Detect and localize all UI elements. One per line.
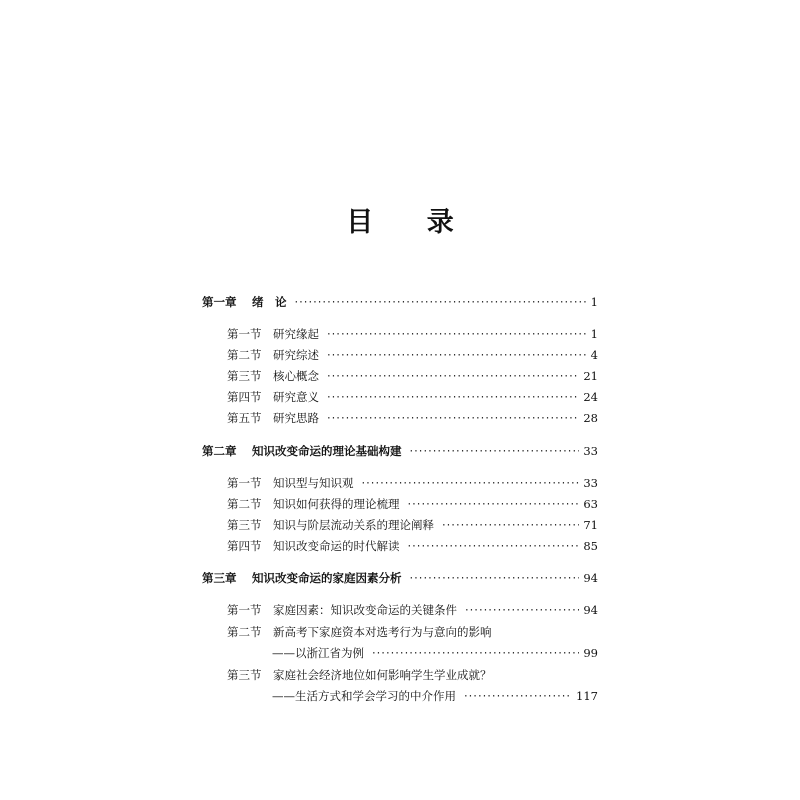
- section-number: 第四节: [227, 390, 262, 404]
- section-number: 第一节: [227, 603, 262, 617]
- section-number: 第一节: [227, 327, 262, 341]
- page-number: 1: [590, 327, 598, 341]
- toc-chapter-1[interactable]: [202, 294, 598, 310]
- toc-chapter-2[interactable]: [202, 443, 598, 459]
- section-title: 研究综述: [273, 348, 319, 362]
- page-number: 94: [583, 603, 598, 617]
- toc-section[interactable]: [227, 538, 598, 554]
- chapter-title: 绪 论: [252, 295, 287, 309]
- toc-section[interactable]: [227, 326, 598, 342]
- dot-leader: [465, 602, 579, 618]
- page-number: 28: [583, 411, 598, 425]
- dot-leader: [327, 368, 579, 384]
- dot-leader: [327, 389, 579, 405]
- toc-section[interactable]: [227, 667, 598, 683]
- section-title: 家庭因素：知识改变命运的关键条件: [273, 603, 457, 617]
- section-title: 知识型与知识观: [273, 476, 354, 490]
- dot-leader: [295, 294, 587, 310]
- page-number: 71: [583, 518, 598, 532]
- section-number: 第三节: [227, 369, 262, 383]
- dot-leader: [464, 688, 572, 704]
- chapter-number: 第一章: [202, 295, 237, 309]
- page-number: 94: [583, 571, 598, 585]
- toc-subtitle[interactable]: [272, 645, 598, 661]
- subtitle-text: ——生活方式和学会学习的中介作用: [272, 689, 456, 703]
- dot-leader: [327, 326, 586, 342]
- section-title: 知识改变命运的时代解读: [273, 539, 400, 553]
- toc-subtitle[interactable]: [272, 688, 598, 704]
- section-number: 第二节: [227, 497, 262, 511]
- section-title: 知识如何获得的理论梳理: [273, 497, 400, 511]
- section-title: 新高考下家庭资本对选考行为与意向的影响: [273, 625, 492, 639]
- page-number: 1: [590, 295, 598, 309]
- section-number: 第三节: [227, 518, 262, 532]
- toc-section[interactable]: [227, 602, 598, 618]
- chapter-number: 第三章: [202, 571, 237, 585]
- chapter-title: 知识改变命运的家庭因素分析: [252, 571, 402, 585]
- section-title: 核心概念: [273, 369, 319, 383]
- page-number: 24: [583, 390, 598, 404]
- section-number: 第三节: [227, 668, 262, 682]
- page-number: 85: [583, 539, 598, 553]
- toc-section[interactable]: [227, 389, 598, 405]
- section-number: 第二节: [227, 625, 262, 639]
- toc-chapter-3[interactable]: [202, 570, 598, 586]
- section-number: 第四节: [227, 539, 262, 553]
- subtitle-text: ——以浙江省为例: [272, 646, 364, 660]
- section-title: 研究思路: [273, 411, 319, 425]
- toc-section[interactable]: [227, 517, 598, 533]
- section-number: 第二节: [227, 348, 262, 362]
- page-number: 99: [583, 646, 598, 660]
- toc-section[interactable]: [227, 624, 598, 640]
- toc-section[interactable]: [227, 368, 598, 384]
- chapter-title: 知识改变命运的理论基础构建: [252, 444, 402, 458]
- dot-leader: [408, 496, 580, 512]
- dot-leader: [410, 570, 580, 586]
- page-number: 117: [576, 689, 598, 703]
- dot-leader: [410, 443, 580, 459]
- page-number: 33: [583, 444, 598, 458]
- section-title: 知识与阶层流动关系的理论阐释: [273, 518, 434, 532]
- toc-section[interactable]: [227, 410, 598, 426]
- page-number: 21: [583, 369, 598, 383]
- dot-leader: [442, 517, 579, 533]
- section-number: 第五节: [227, 411, 262, 425]
- page-number: 33: [583, 476, 598, 490]
- dot-leader: [327, 347, 586, 363]
- section-title: 家庭社会经济地位如何影响学生学业成就？: [273, 668, 492, 682]
- toc-section[interactable]: [227, 347, 598, 363]
- dot-leader: [362, 475, 580, 491]
- chapter-number: 第二章: [202, 444, 237, 458]
- toc-section[interactable]: [227, 475, 598, 491]
- toc-title: 目 录: [346, 207, 476, 238]
- dot-leader: [408, 538, 580, 554]
- page-number: 4: [590, 348, 598, 362]
- section-title: 研究缘起: [273, 327, 319, 341]
- section-title: 研究意义: [273, 390, 319, 404]
- toc-section[interactable]: [227, 496, 598, 512]
- dot-leader: [327, 410, 579, 426]
- section-number: 第一节: [227, 476, 262, 490]
- dot-leader: [372, 645, 579, 661]
- page-number: 63: [583, 497, 598, 511]
